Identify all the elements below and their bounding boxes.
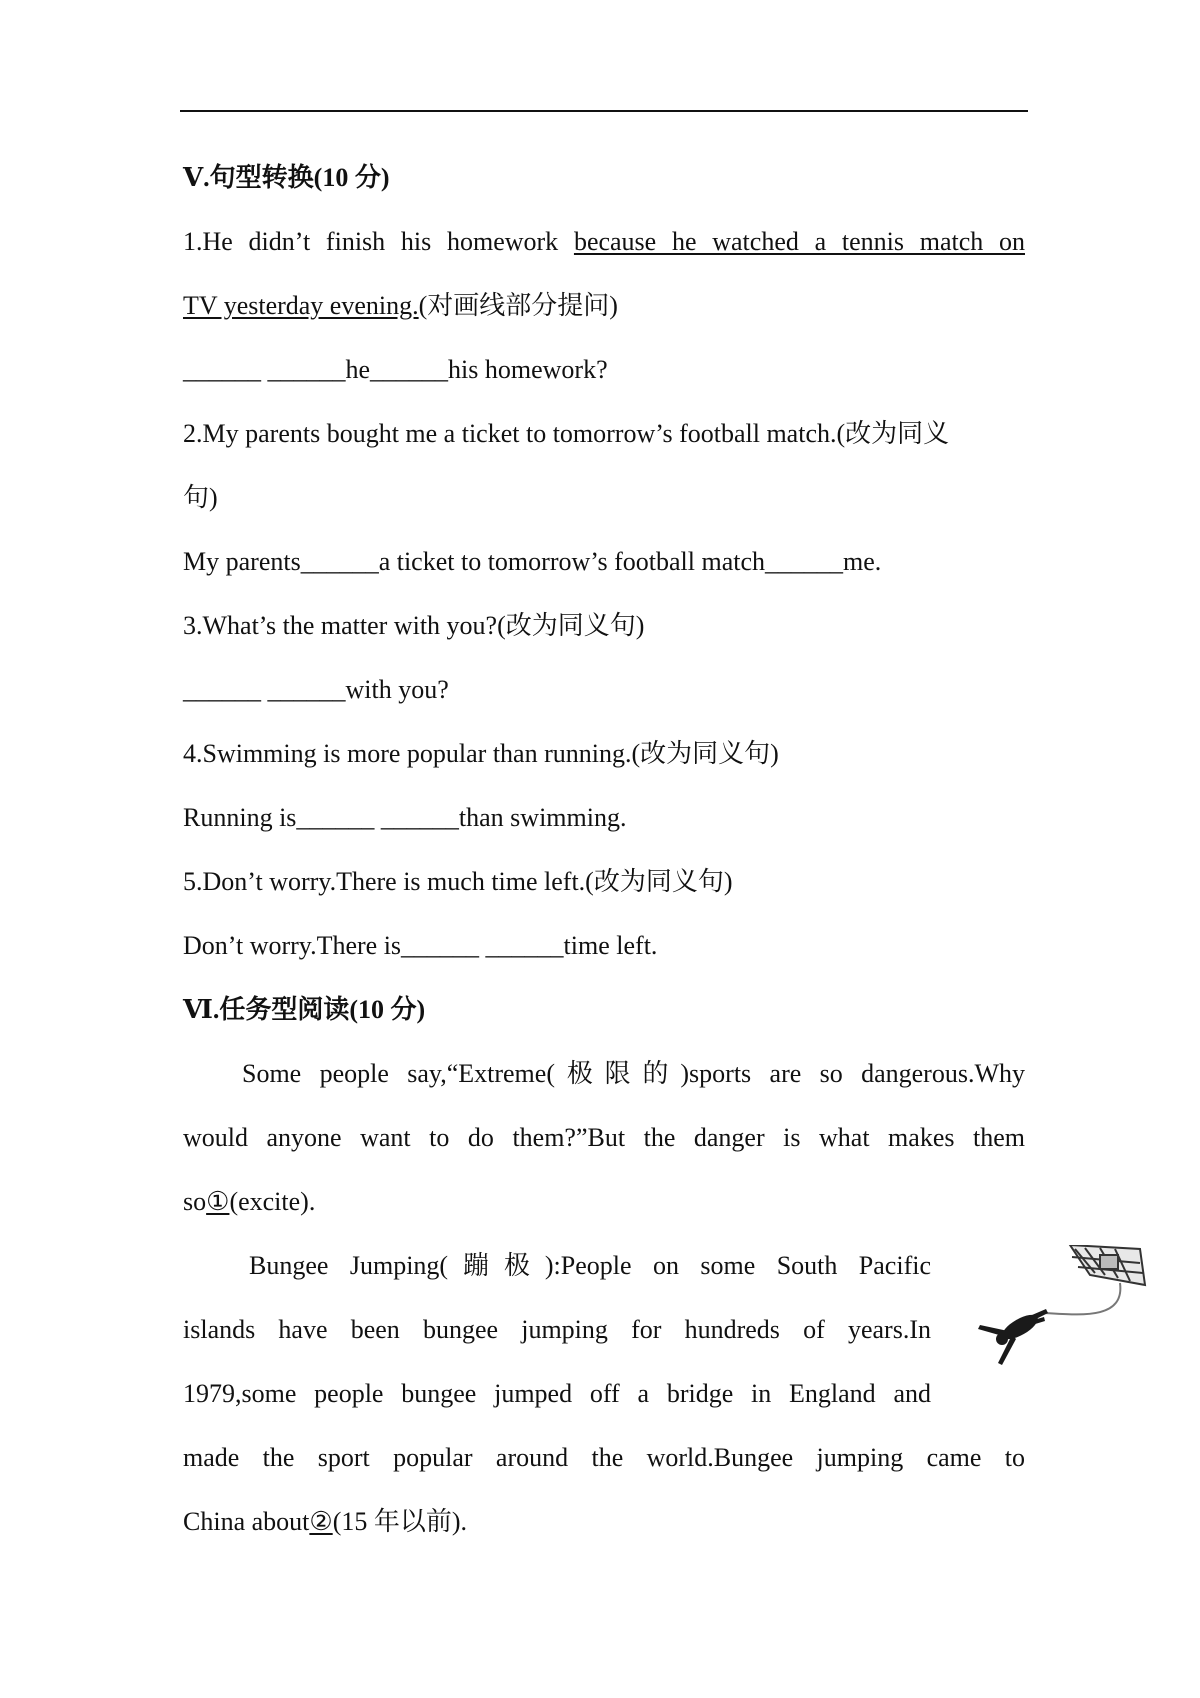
q5-answer: Don’t worry.There is______ ______time left.	[183, 931, 658, 960]
section-vi-heading: Ⅵ.任务型阅读(10 分)	[183, 995, 426, 1024]
p2-line1: Bungee Jumping(蹦极):People on some South Pacific	[249, 1251, 931, 1280]
p2-line4: made the sport popular around the world.Bungee jumping came to	[183, 1443, 1025, 1472]
q1-line1	[183, 225, 1025, 259]
q1-instruction: (对画线部分提问)	[418, 291, 618, 320]
section-v-heading: Ⅴ.句型转换(10 分)	[183, 163, 390, 192]
q1-line2	[183, 289, 1025, 323]
p2-line5	[183, 1505, 1025, 1539]
q1-underlined-part1: because he watched a tennis match on	[573, 227, 1025, 256]
q2-answer: My parents______a ticket to tomorrow’s football match______me.	[183, 547, 882, 576]
p1-line1: Some people say,“Extreme(极限的)sports are so dangerous.Why	[242, 1059, 1025, 1088]
p1-line3-hint: (excite).	[229, 1187, 316, 1216]
p2-line5-hint: (15 年以前).	[332, 1507, 468, 1536]
p2-line3: 1979,some people bungee jumped off a bridge in England and	[183, 1379, 931, 1408]
p2-line5-text: China about	[183, 1507, 310, 1536]
q1-answer: ______ ______he______his homework?	[183, 355, 608, 384]
q5-question: 5.Don’t worry.There is much time left.(改为同义句)	[183, 867, 733, 896]
q1-prefix: 1.He didn’t finish his homework	[183, 227, 574, 256]
q2-line2: 句)	[183, 483, 218, 512]
p1-line3	[183, 1185, 1025, 1219]
bungee-jumper-illustration	[950, 1245, 1150, 1405]
blank-2: ②	[309, 1507, 333, 1536]
blank-1: ①	[206, 1187, 230, 1216]
top-rule	[180, 110, 1028, 112]
q1-underlined-part2: TV yesterday evening.	[183, 291, 419, 320]
q2-line1: 2.My parents bought me a ticket to tomorrow’s football match.(改为同义	[183, 419, 950, 448]
p1-line2: would anyone want to do them?”But the danger is what makes them	[183, 1123, 1025, 1152]
q3-question: 3.What’s the matter with you?(改为同义句)	[183, 611, 645, 640]
q3-answer: ______ ______with you?	[183, 675, 449, 704]
q4-question: 4.Swimming is more popular than running.(改为同义句)	[183, 739, 779, 768]
q4-answer: Running is______ ______than swimming.	[183, 803, 627, 832]
p2-line2: islands have been bungee jumping for hundreds of years.In	[183, 1315, 931, 1344]
p1-line3-text: so	[183, 1187, 207, 1216]
